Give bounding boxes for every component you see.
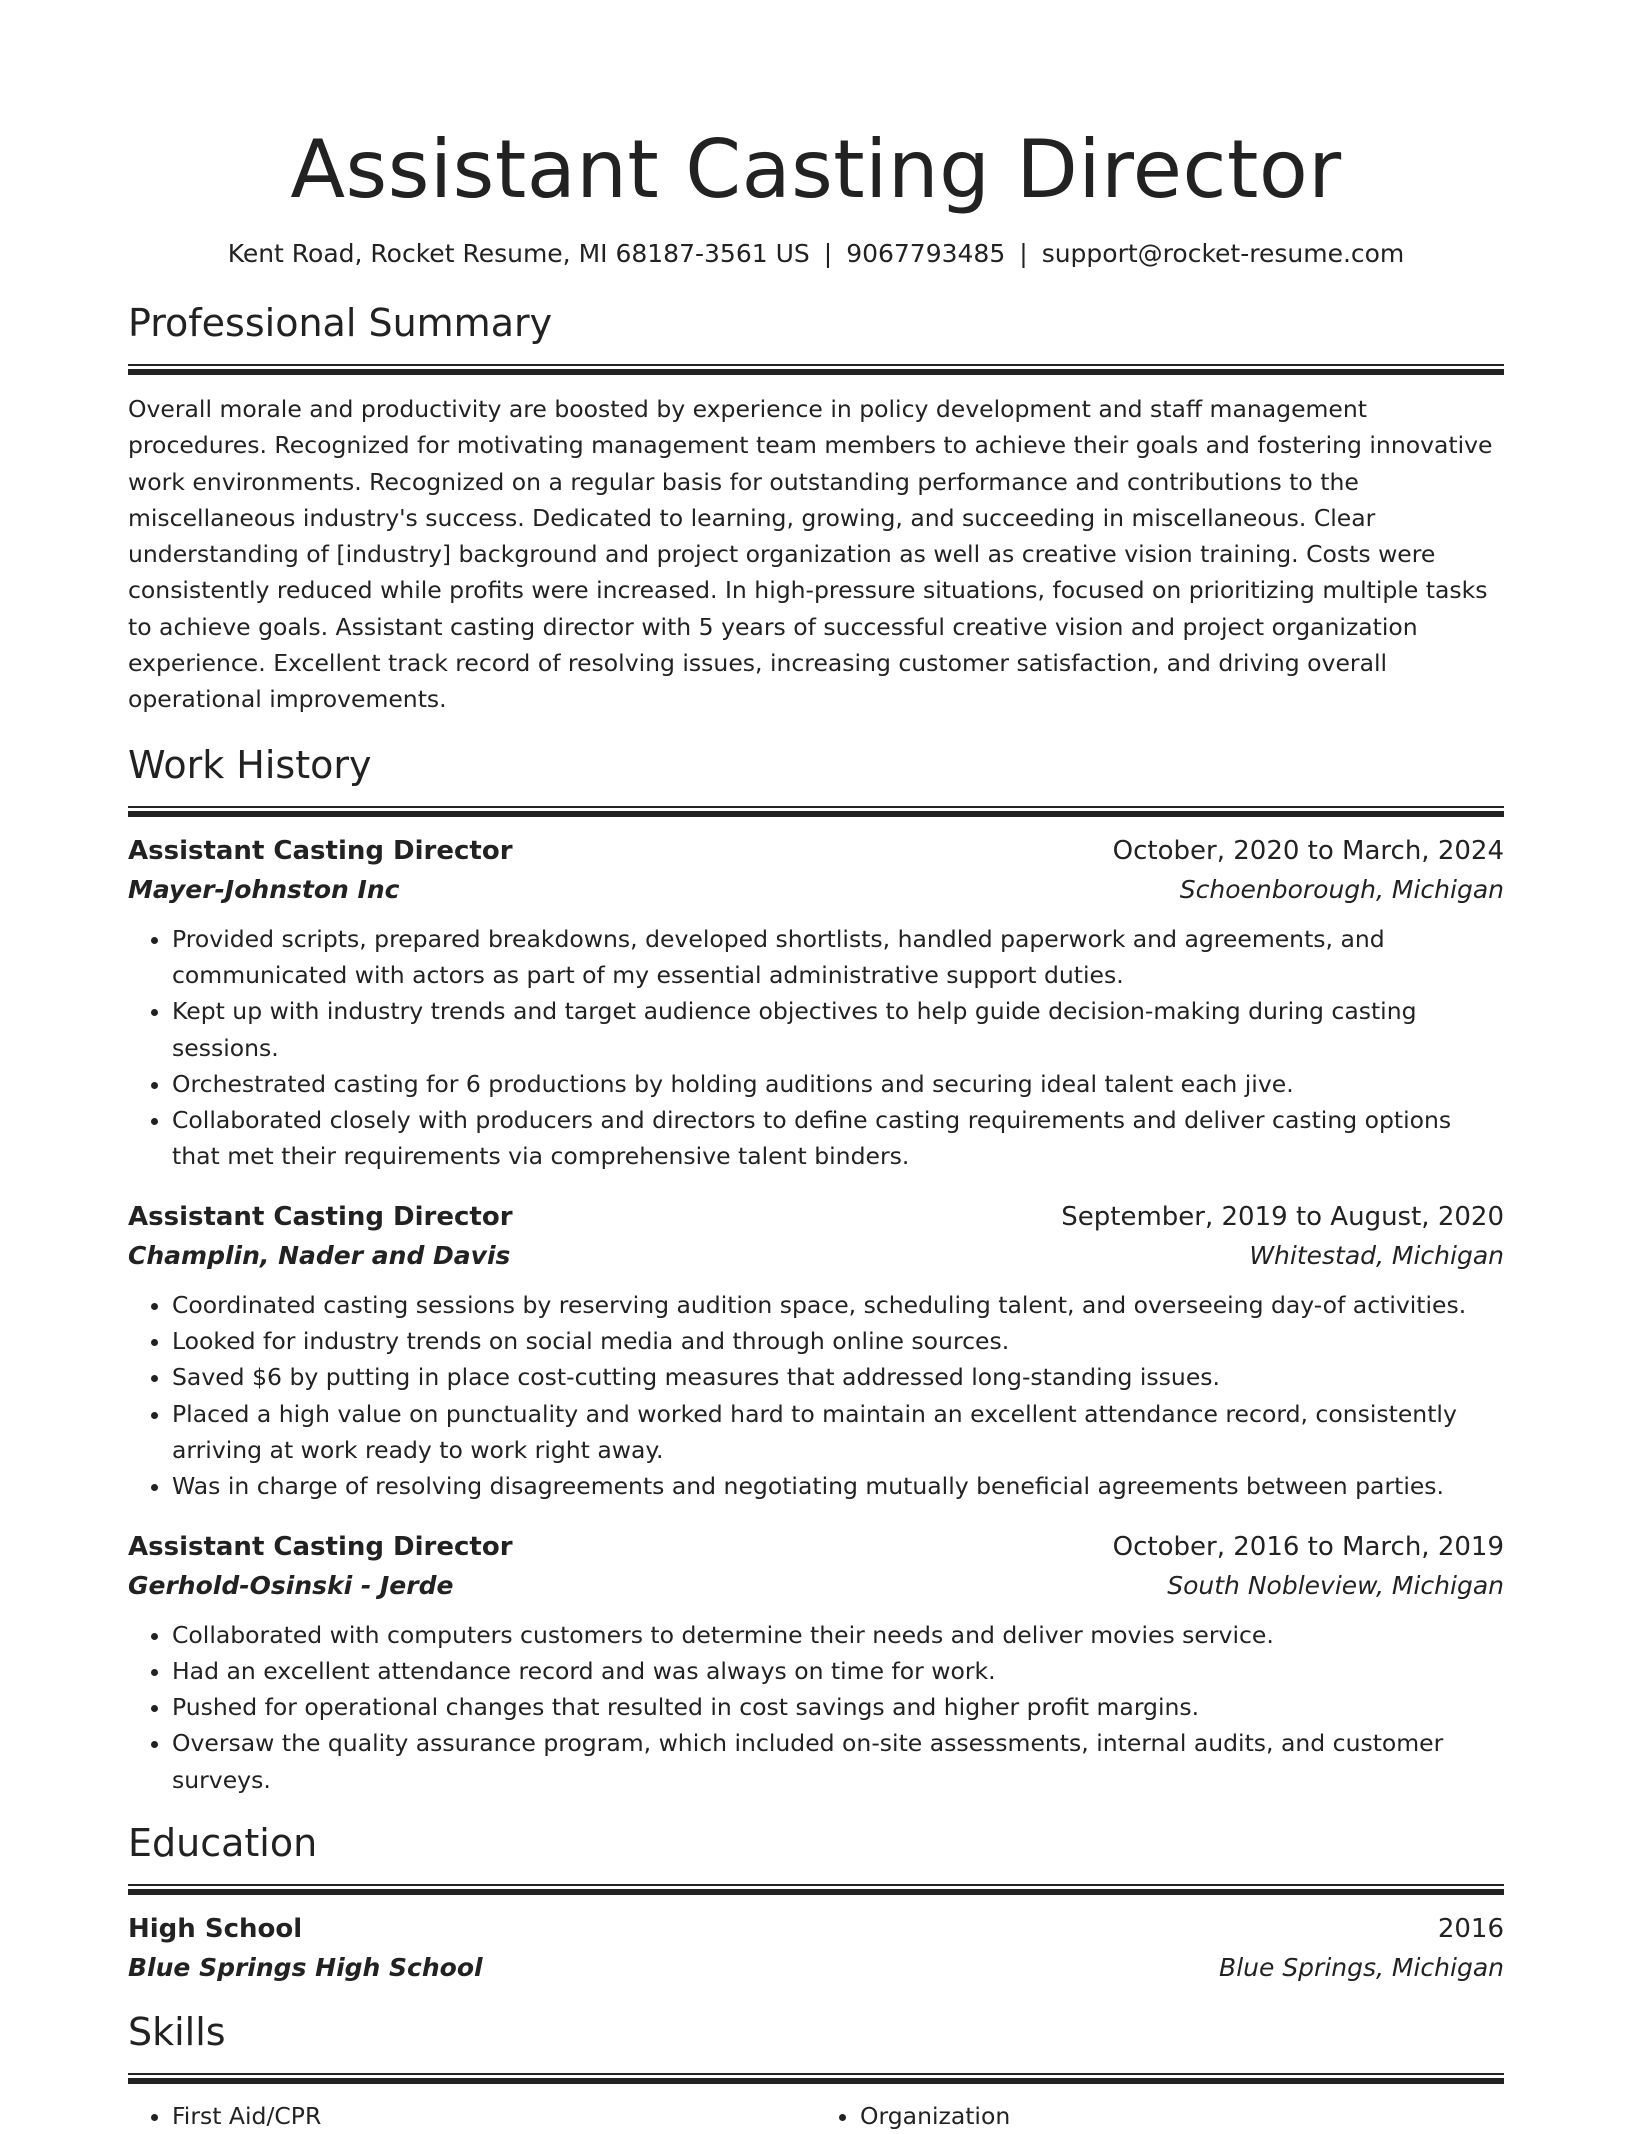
skills-column-left (128, 2098, 816, 2134)
contact-address: Kent Road, Rocket Resume, MI 68187-3561 US (227, 239, 810, 268)
contact-separator: | (1019, 239, 1028, 268)
job-entry (128, 831, 1504, 1175)
job-company: Gerhold-Osinski - Jerde (128, 1570, 454, 1600)
skill-item: • First Aid/CPR (172, 2098, 816, 2134)
contact-separator: | (823, 239, 833, 268)
education-school-row (128, 1949, 1504, 1987)
contact-line (128, 236, 1504, 272)
job-company-row (128, 1237, 1504, 1275)
section-divider (128, 806, 1504, 817)
work-history-section (128, 740, 1504, 1798)
skills-column-right (816, 2098, 1504, 2134)
job-header-row (128, 1197, 1504, 1237)
job-dates: September, 2019 to August, 2020 (1061, 1201, 1504, 1232)
job-bullet: • Collaborated with computers customers to determine their needs and deliver movies service. (172, 1617, 1504, 1653)
skill-item: • Organization (860, 2098, 1504, 2134)
education-entry (128, 1909, 1504, 1987)
job-dates: October, 2016 to March, 2019 (1112, 1531, 1504, 1562)
education-year: 2016 (1437, 1914, 1504, 1945)
job-company: Mayer-Johnston Inc (128, 874, 400, 904)
job-company: Champlin, Nader and Davis (128, 1240, 511, 1270)
education-location: Blue Springs, Michigan (1219, 1953, 1504, 1983)
job-bullet: • Pushed for operational changes that resulted in cost savings and higher profit margins. (172, 1689, 1504, 1725)
section-divider (128, 364, 1504, 375)
job-title: Assistant Casting Director (128, 835, 513, 866)
contact-phone: 9067793485 (846, 239, 1006, 268)
job-bullet: • Placed a high value on punctuality and worked hard to maintain an excellent attendance record, consistently arriving at work ready to work right away. (172, 1396, 1504, 1469)
section-heading-education: Education (128, 1821, 318, 1866)
job-title: Assistant Casting Director (128, 1531, 513, 1562)
job-bullet: • Orchestrated casting for 6 productions by holding auditions and securing ideal talent each jive. (172, 1066, 1504, 1102)
job-bullet: • Looked for industry trends on social media and through online sources. (172, 1323, 1504, 1359)
section-heading-work-history: Work History (128, 742, 372, 787)
job-header-row (128, 1527, 1504, 1567)
job-bullet: • Provided scripts, prepared breakdowns, developed shortlists, handled paperwork and agreements, and communicated with actors as part of my essential administrative support duties. (172, 921, 1504, 994)
job-bullet: • Kept up with industry trends and target audience objectives to help guide decision-making during casting sessions. (172, 993, 1504, 1066)
section-divider (128, 2073, 1504, 2084)
job-bullet: • Collaborated closely with producers and directors to define casting requirements and deliver casting options that met their requirements via comprehensive talent binders. (172, 1102, 1504, 1175)
section-heading-skills: Skills (128, 2010, 226, 2055)
job-bullets (128, 921, 1504, 1175)
job-bullet: • Saved $6 by putting in place cost-cutting measures that addressed long-standing issues. (172, 1359, 1504, 1395)
skills-section (128, 2007, 1504, 2134)
job-entry (128, 1527, 1504, 1798)
job-bullet: • Had an excellent attendance record and was always on time for work. (172, 1653, 1504, 1689)
job-bullets (128, 1617, 1504, 1798)
summary-text: Overall morale and productivity are boosted by experience in policy development and staff management procedures. Recognized for motivating management team members to achieve their goals and fostering innovative work environments. Recognized on a regular basis for outstanding performance and contributions to the miscellaneous industry's success. Dedicated to learning, growing, and succeeding in miscellaneous. Clear understanding of [industry] background and project organization as well as creative vision training. Costs were consistently reduced while profits were increased. In high-pressure situations, focused on prioritizing multiple tasks to achieve goals. Assistant casting director with 5 years of successful creative vision and project organization experience. Excellent track record of resolving issues, increasing customer satisfaction, and driving overall operational improvements. (128, 395, 1493, 714)
job-title: Assistant Casting Director (128, 1201, 513, 1232)
contact-email: support@rocket-resume.com (1041, 239, 1405, 268)
section-heading-summary: Professional Summary (128, 301, 553, 345)
job-location: Schoenborough, Michigan (1179, 874, 1504, 904)
job-company-row (128, 871, 1504, 909)
job-dates: October, 2020 to March, 2024 (1112, 835, 1504, 866)
education-header-row (128, 1909, 1504, 1949)
job-header-row (128, 831, 1504, 871)
job-bullet: • Coordinated casting sessions by reserving audition space, scheduling talent, and overseeing day-of activities. (172, 1287, 1504, 1323)
education-school: Blue Springs High School (128, 1953, 483, 1983)
job-entry (128, 1197, 1504, 1505)
job-location: South Nobleview, Michigan (1167, 1570, 1504, 1600)
summary-section (128, 298, 1504, 718)
job-bullets (128, 1287, 1504, 1505)
resume-title: Assistant Casting Director (290, 123, 1342, 216)
section-divider (128, 1884, 1504, 1895)
job-bullet: • Oversaw the quality assurance program, which included on-site assessments, internal audits, and customer surveys. (172, 1725, 1504, 1798)
job-location: Whitestad, Michigan (1249, 1240, 1504, 1270)
education-degree: High School (128, 1914, 303, 1945)
skills-grid (128, 2098, 1504, 2134)
education-section (128, 1818, 1504, 1987)
job-company-row (128, 1567, 1504, 1605)
job-bullet: • Was in charge of resolving disagreements and negotiating mutually beneficial agreements between parties. (172, 1468, 1504, 1504)
